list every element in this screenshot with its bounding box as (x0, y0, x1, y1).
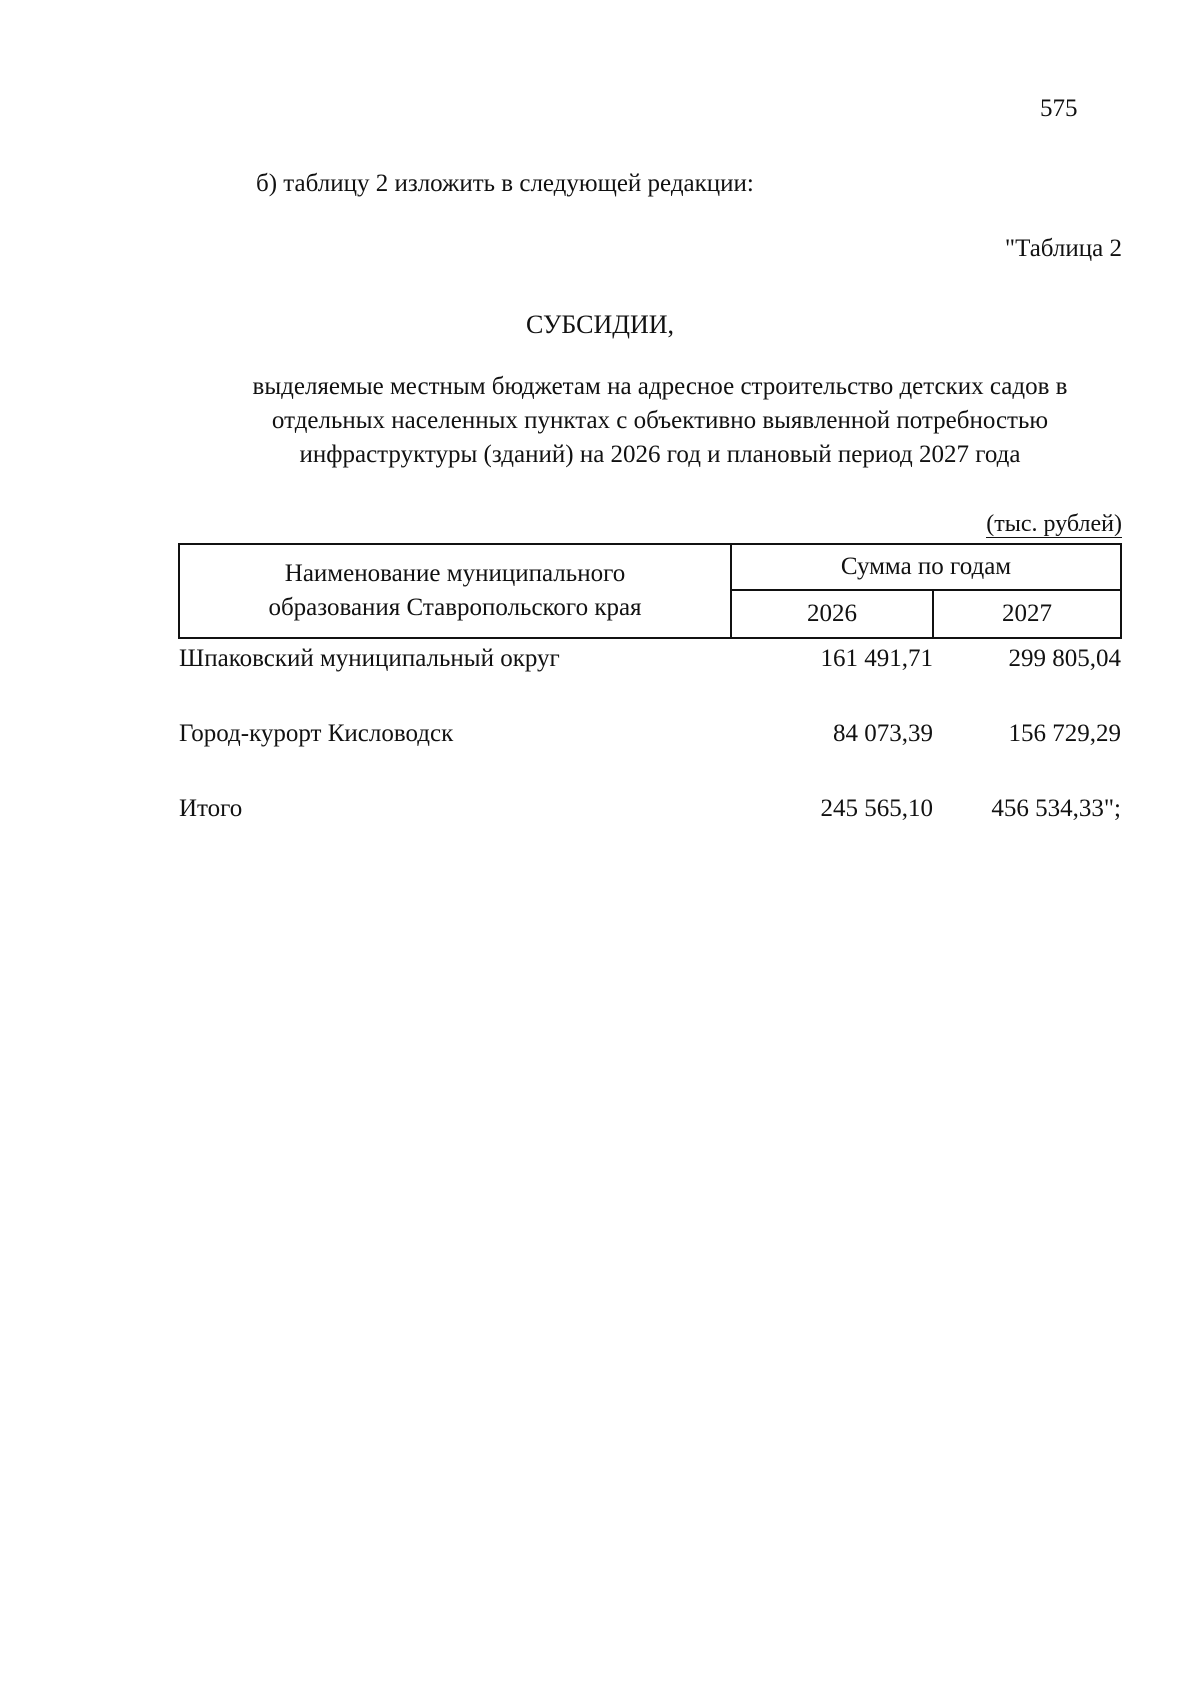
header-year-2026: 2026 (731, 590, 933, 638)
row-amount-2026: 84 073,39 (833, 720, 933, 747)
header-municipality-name (179, 544, 731, 638)
header-name-line-1: Наименование муниципального (284, 560, 626, 587)
units-label (986, 511, 1122, 538)
total-amount-2026: 245 565,10 (820, 795, 933, 822)
intro-text: б) таблицу 2 изложить в следующей редакции: (256, 170, 754, 197)
subsidies-table (178, 543, 1122, 864)
subtitle-line-2: отдельных населенных пунктах с объективно выявленной потребностью (271, 407, 1049, 434)
page-number: 575 (1040, 95, 1078, 122)
row-amount-2026: 161 491,71 (820, 645, 933, 672)
units-text: (тыс. рублей) (986, 511, 1122, 537)
row-amount-2027: 156 729,29 (1008, 720, 1121, 747)
row-amount-2027: 299 805,04 (1008, 645, 1121, 672)
table-reference: "Таблица 2 (1004, 235, 1122, 262)
table-row (179, 638, 1121, 714)
row-municipality-name: Город-курорт Кисловодск (179, 720, 454, 747)
document-subtitle (180, 370, 1140, 472)
table-header (179, 544, 1121, 638)
header-name-line-2: образования Ставропольского края (268, 594, 642, 621)
row-municipality-name: Шпаковский муниципальный округ (179, 645, 560, 672)
table-body (179, 638, 1121, 864)
header-sum-by-years: Сумма по годам (731, 544, 1121, 590)
table-row (179, 714, 1121, 789)
total-amount-2027: 456 534,33"; (991, 795, 1121, 822)
subtitle-line-3: инфраструктуры (зданий) на 2026 год и плановый период 2027 года (299, 441, 1021, 468)
subtitle-line-1: выделяемые местным бюджетам на адресное строительство детских садов в (252, 373, 1068, 400)
document-title: СУБСИДИИ, (525, 310, 675, 339)
total-label: Итого (179, 795, 243, 822)
header-year-2027: 2027 (933, 590, 1121, 638)
table-row-total (179, 789, 1121, 864)
header-row-1 (179, 544, 1121, 590)
